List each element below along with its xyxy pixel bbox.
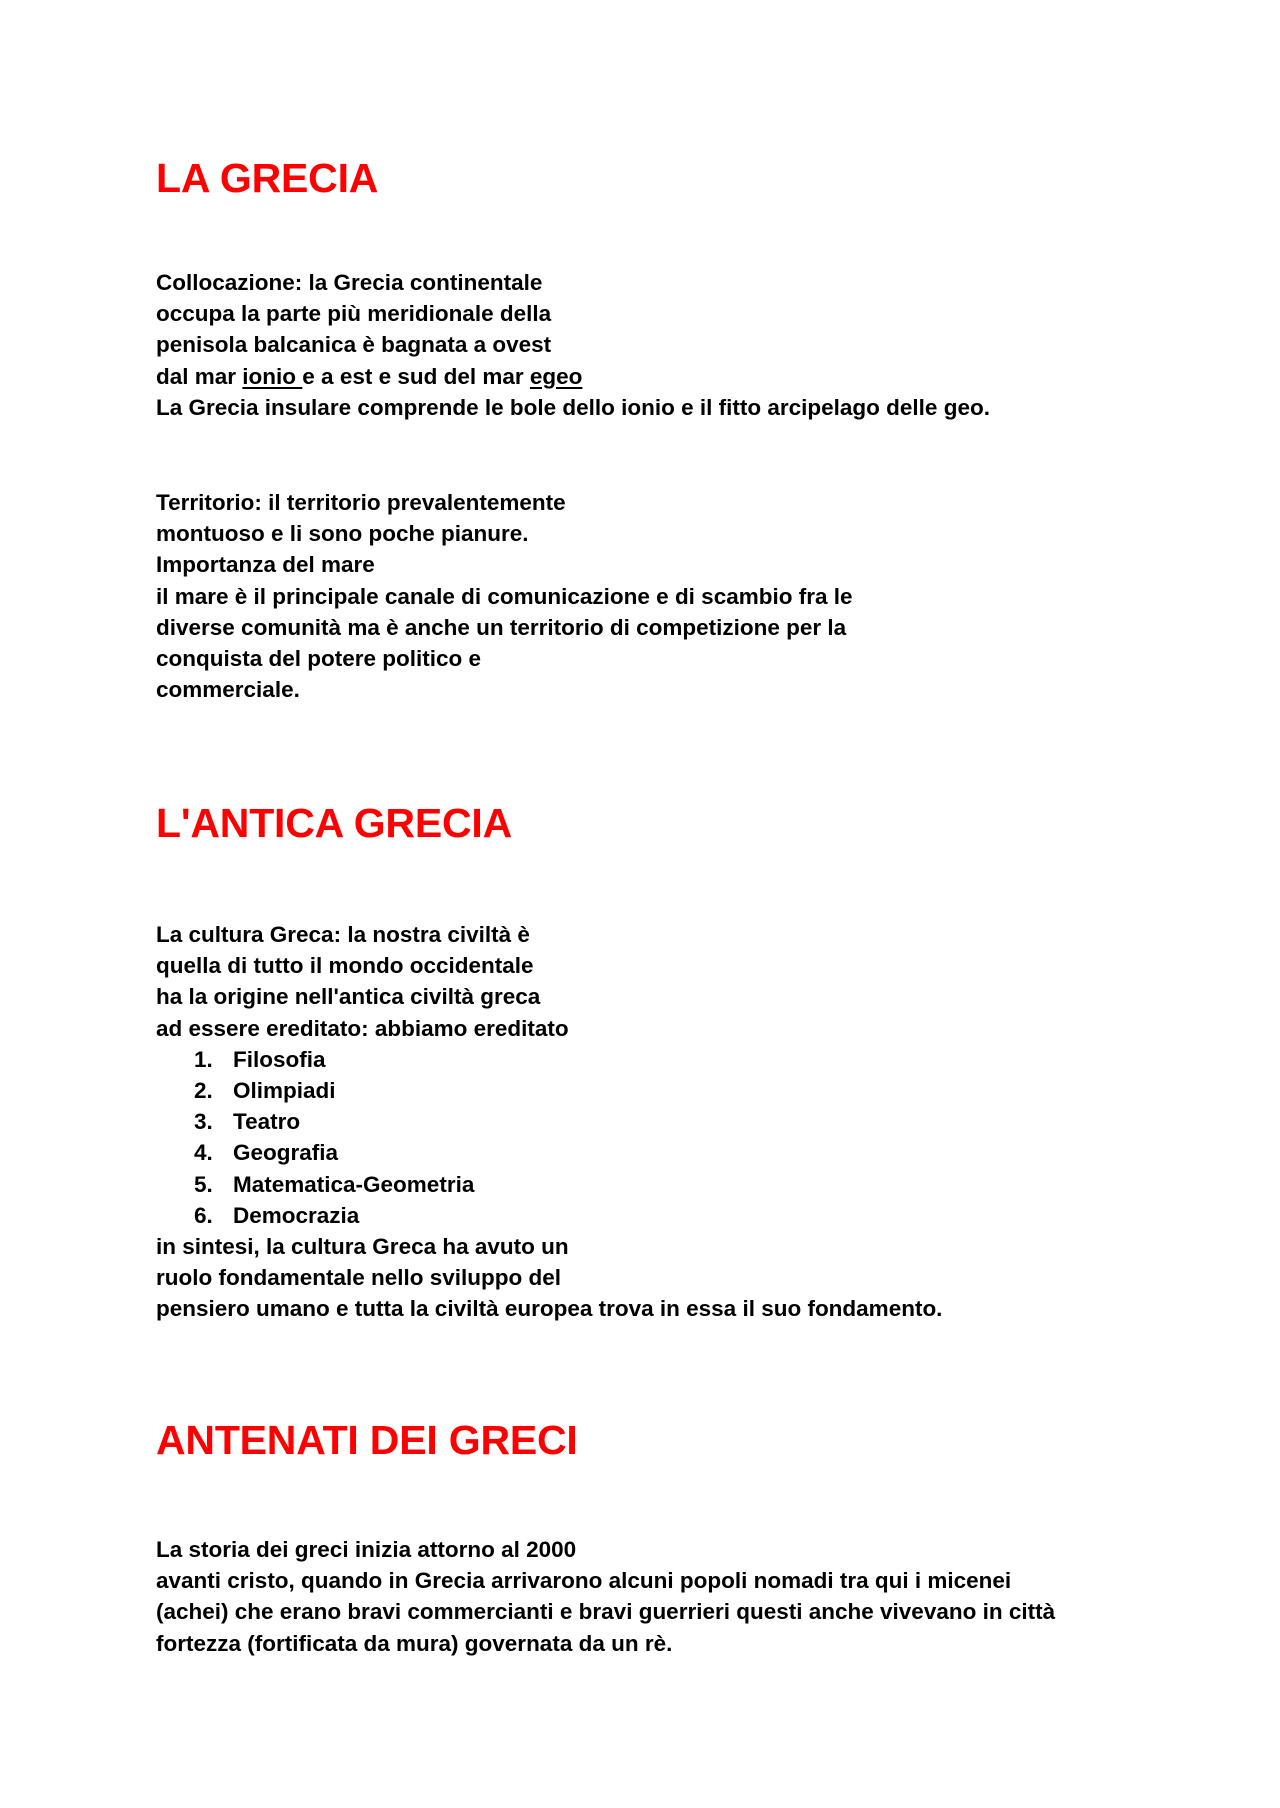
text-line: Territorio: il territorio prevalentemente [156, 490, 566, 515]
list-item [156, 1106, 942, 1137]
text-line: La Grecia insulare comprende le bole dello ionio e il fitto arcipelago delle geo. [156, 394, 990, 420]
list-number: 5. [194, 1171, 213, 1197]
list-item [156, 1075, 942, 1106]
text-line: ad essere ereditato: abbiamo ereditato [156, 1015, 569, 1041]
text-line: Collocazione: la Grecia continentale [156, 270, 543, 295]
text-line: penisola balcanica è bagnata a ovest [156, 332, 552, 358]
list-label: Geografia [233, 1140, 339, 1166]
text-line: La cultura Greca: la nostra civiltà è [156, 922, 530, 947]
list-item [156, 1200, 942, 1231]
list-label: Matematica-Geometria [233, 1171, 475, 1197]
list-number: 1. [194, 1046, 213, 1072]
paragraph-storia-greci [156, 1534, 1055, 1659]
list-number: 3. [194, 1109, 213, 1135]
text-line: fortezza (fortificata da mura) governata da un rè. [156, 1630, 673, 1656]
list-item [156, 1044, 942, 1075]
text-line: in sintesi, la cultura Greca ha avuto un [156, 1233, 569, 1259]
text-line: il mare è il principale canale di comunicazione e di scambio fra le [156, 583, 853, 609]
text-line: quella di tutto il mondo occidentale [156, 953, 534, 979]
list-item [156, 1137, 942, 1168]
list-number: 6. [194, 1202, 213, 1228]
heading-la-grecia: LA GRECIA [156, 155, 379, 201]
list-label: Filosofia [233, 1046, 326, 1072]
paragraph-collocazione [156, 267, 990, 423]
heading-antenati-dei-greci: ANTENATI DEI GRECI [156, 1417, 578, 1463]
list-label: Democrazia [233, 1202, 360, 1228]
underlined-word-egeo: egeo [529, 363, 583, 389]
heading-antica-grecia: L'ANTICA GRECIA [156, 800, 512, 846]
text-fragment: e a est e sud del mar [302, 363, 530, 389]
underlined-word-ionio: ionio [242, 363, 303, 389]
heritage-list [156, 1044, 942, 1231]
list-label: Olimpiadi [233, 1077, 336, 1103]
text-fragment: dal mar [156, 363, 243, 389]
list-label: Teatro [233, 1109, 301, 1135]
text-line: pensiero umano e tutta la civiltà europea trova in essa il suo fondamento. [156, 1296, 943, 1322]
text-line: commerciale. [156, 677, 300, 703]
text-line: occupa la parte più meridionale della [156, 301, 552, 327]
text-line [156, 361, 990, 392]
text-line: montuoso e li sono poche pianure. [156, 521, 529, 547]
text-line: diverse comunità ma è anche un territorio di competizione per la [156, 614, 847, 640]
paragraph-territorio [156, 487, 853, 705]
text-line: conquista del potere politico e [156, 645, 482, 671]
text-line: ha la origine nell'antica civiltà greca [156, 984, 541, 1010]
text-line: La storia dei greci inizia attorno al 2000 [156, 1537, 577, 1562]
list-number: 2. [194, 1077, 213, 1103]
list-number: 4. [194, 1140, 213, 1166]
text-line: avanti cristo, quando in Grecia arrivarono alcuni popoli nomadi tra qui i micenei [156, 1568, 1012, 1594]
list-item [156, 1169, 942, 1200]
text-line: (achei) che erano bravi commercianti e bravi guerrieri questi anche vivevano in città [156, 1599, 1056, 1625]
paragraph-cultura-greca [156, 919, 942, 1324]
text-line: Importanza del mare [156, 552, 375, 578]
text-line: ruolo fondamentale nello sviluppo del [156, 1265, 562, 1291]
